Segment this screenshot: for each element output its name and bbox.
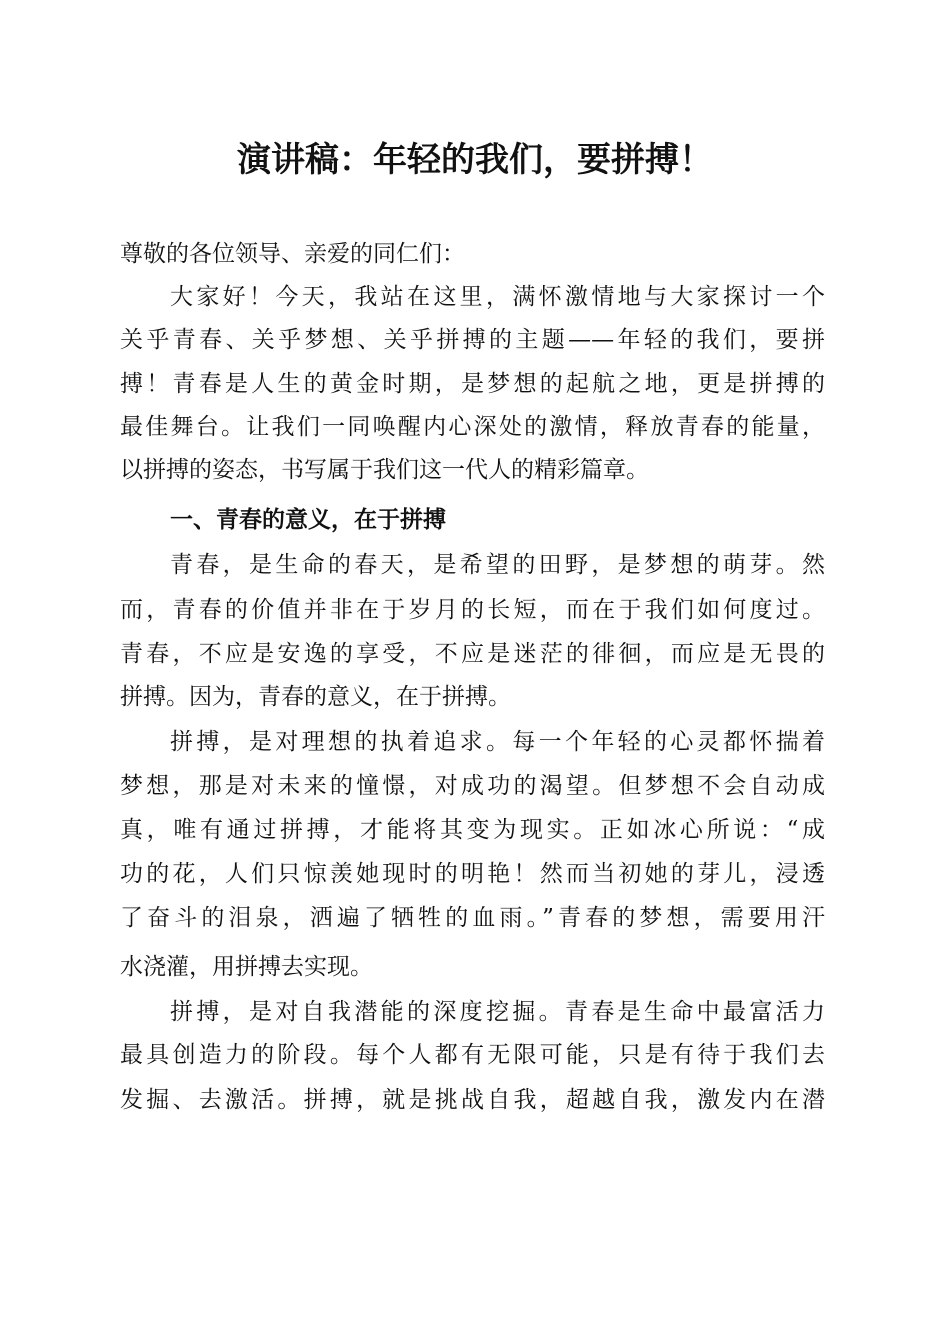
paragraph-line: 发掘、去激活。拼搏，就是挑战自我，超越自我，激发内在潜 (120, 1087, 825, 1113)
paragraph-line: 拼搏。因为，青春的意义，在于拼搏。 (120, 684, 511, 710)
paragraph-line: 真，唯有通过拼搏，才能将其变为现实。正如冰心所说：“成 (120, 817, 825, 843)
document-title: 演讲稿：年轻的我们，要拼搏！ (237, 140, 713, 180)
paragraph-line: 功的花，人们只惊羡她现时的明艳！然而当初她的芽儿，浸透 (120, 861, 825, 887)
paragraph-line: 而，青春的价值并非在于岁月的长短，而在于我们如何度过。 (120, 597, 825, 623)
paragraph-line: 青春，是生命的春天，是希望的田野，是梦想的萌芽。然 (170, 552, 825, 578)
paragraph-line: 拼搏，是对理想的执着追求。每一个年轻的心灵都怀揣着 (170, 729, 825, 755)
paragraph-line: 搏！青春是人生的黄金时期，是梦想的起航之地，更是拼搏的 (120, 371, 825, 397)
paragraph-line: 最具创造力的阶段。每个人都有无限可能，只是有待于我们去 (120, 1042, 825, 1068)
salutation: 尊敬的各位领导、亲爱的同仁们： (120, 241, 465, 267)
section-heading: 一、青春的意义，在于拼搏 (170, 506, 446, 533)
paragraph-line: 拼搏，是对自我潜能的深度挖掘。青春是生命中最富活力 (170, 999, 825, 1025)
paragraph-line: 水浇灌，用拼搏去实现。 (120, 954, 373, 980)
paragraph-line: 大家好！今天，我站在这里，满怀激情地与大家探讨一个 (170, 284, 825, 310)
paragraph-line: 最佳舞台。让我们一同唤醒内心深处的激情，释放青春的能量， (120, 414, 825, 440)
paragraph-line: 青春，不应是安逸的享受，不应是迷茫的徘徊，而应是无畏的 (120, 641, 825, 667)
paragraph-line: 关乎青春、关乎梦想、关乎拼搏的主题——年轻的我们，要拼 (120, 327, 825, 353)
paragraph-line: 了奋斗的泪泉，洒遍了牺牲的血雨。”青春的梦想，需要用汗 (120, 905, 825, 931)
paragraph-line: 以拼搏的姿态，书写属于我们这一代人的精彩篇章。 (120, 457, 649, 483)
paragraph-line: 梦想，那是对未来的憧憬，对成功的渴望。但梦想不会自动成 (120, 773, 825, 799)
